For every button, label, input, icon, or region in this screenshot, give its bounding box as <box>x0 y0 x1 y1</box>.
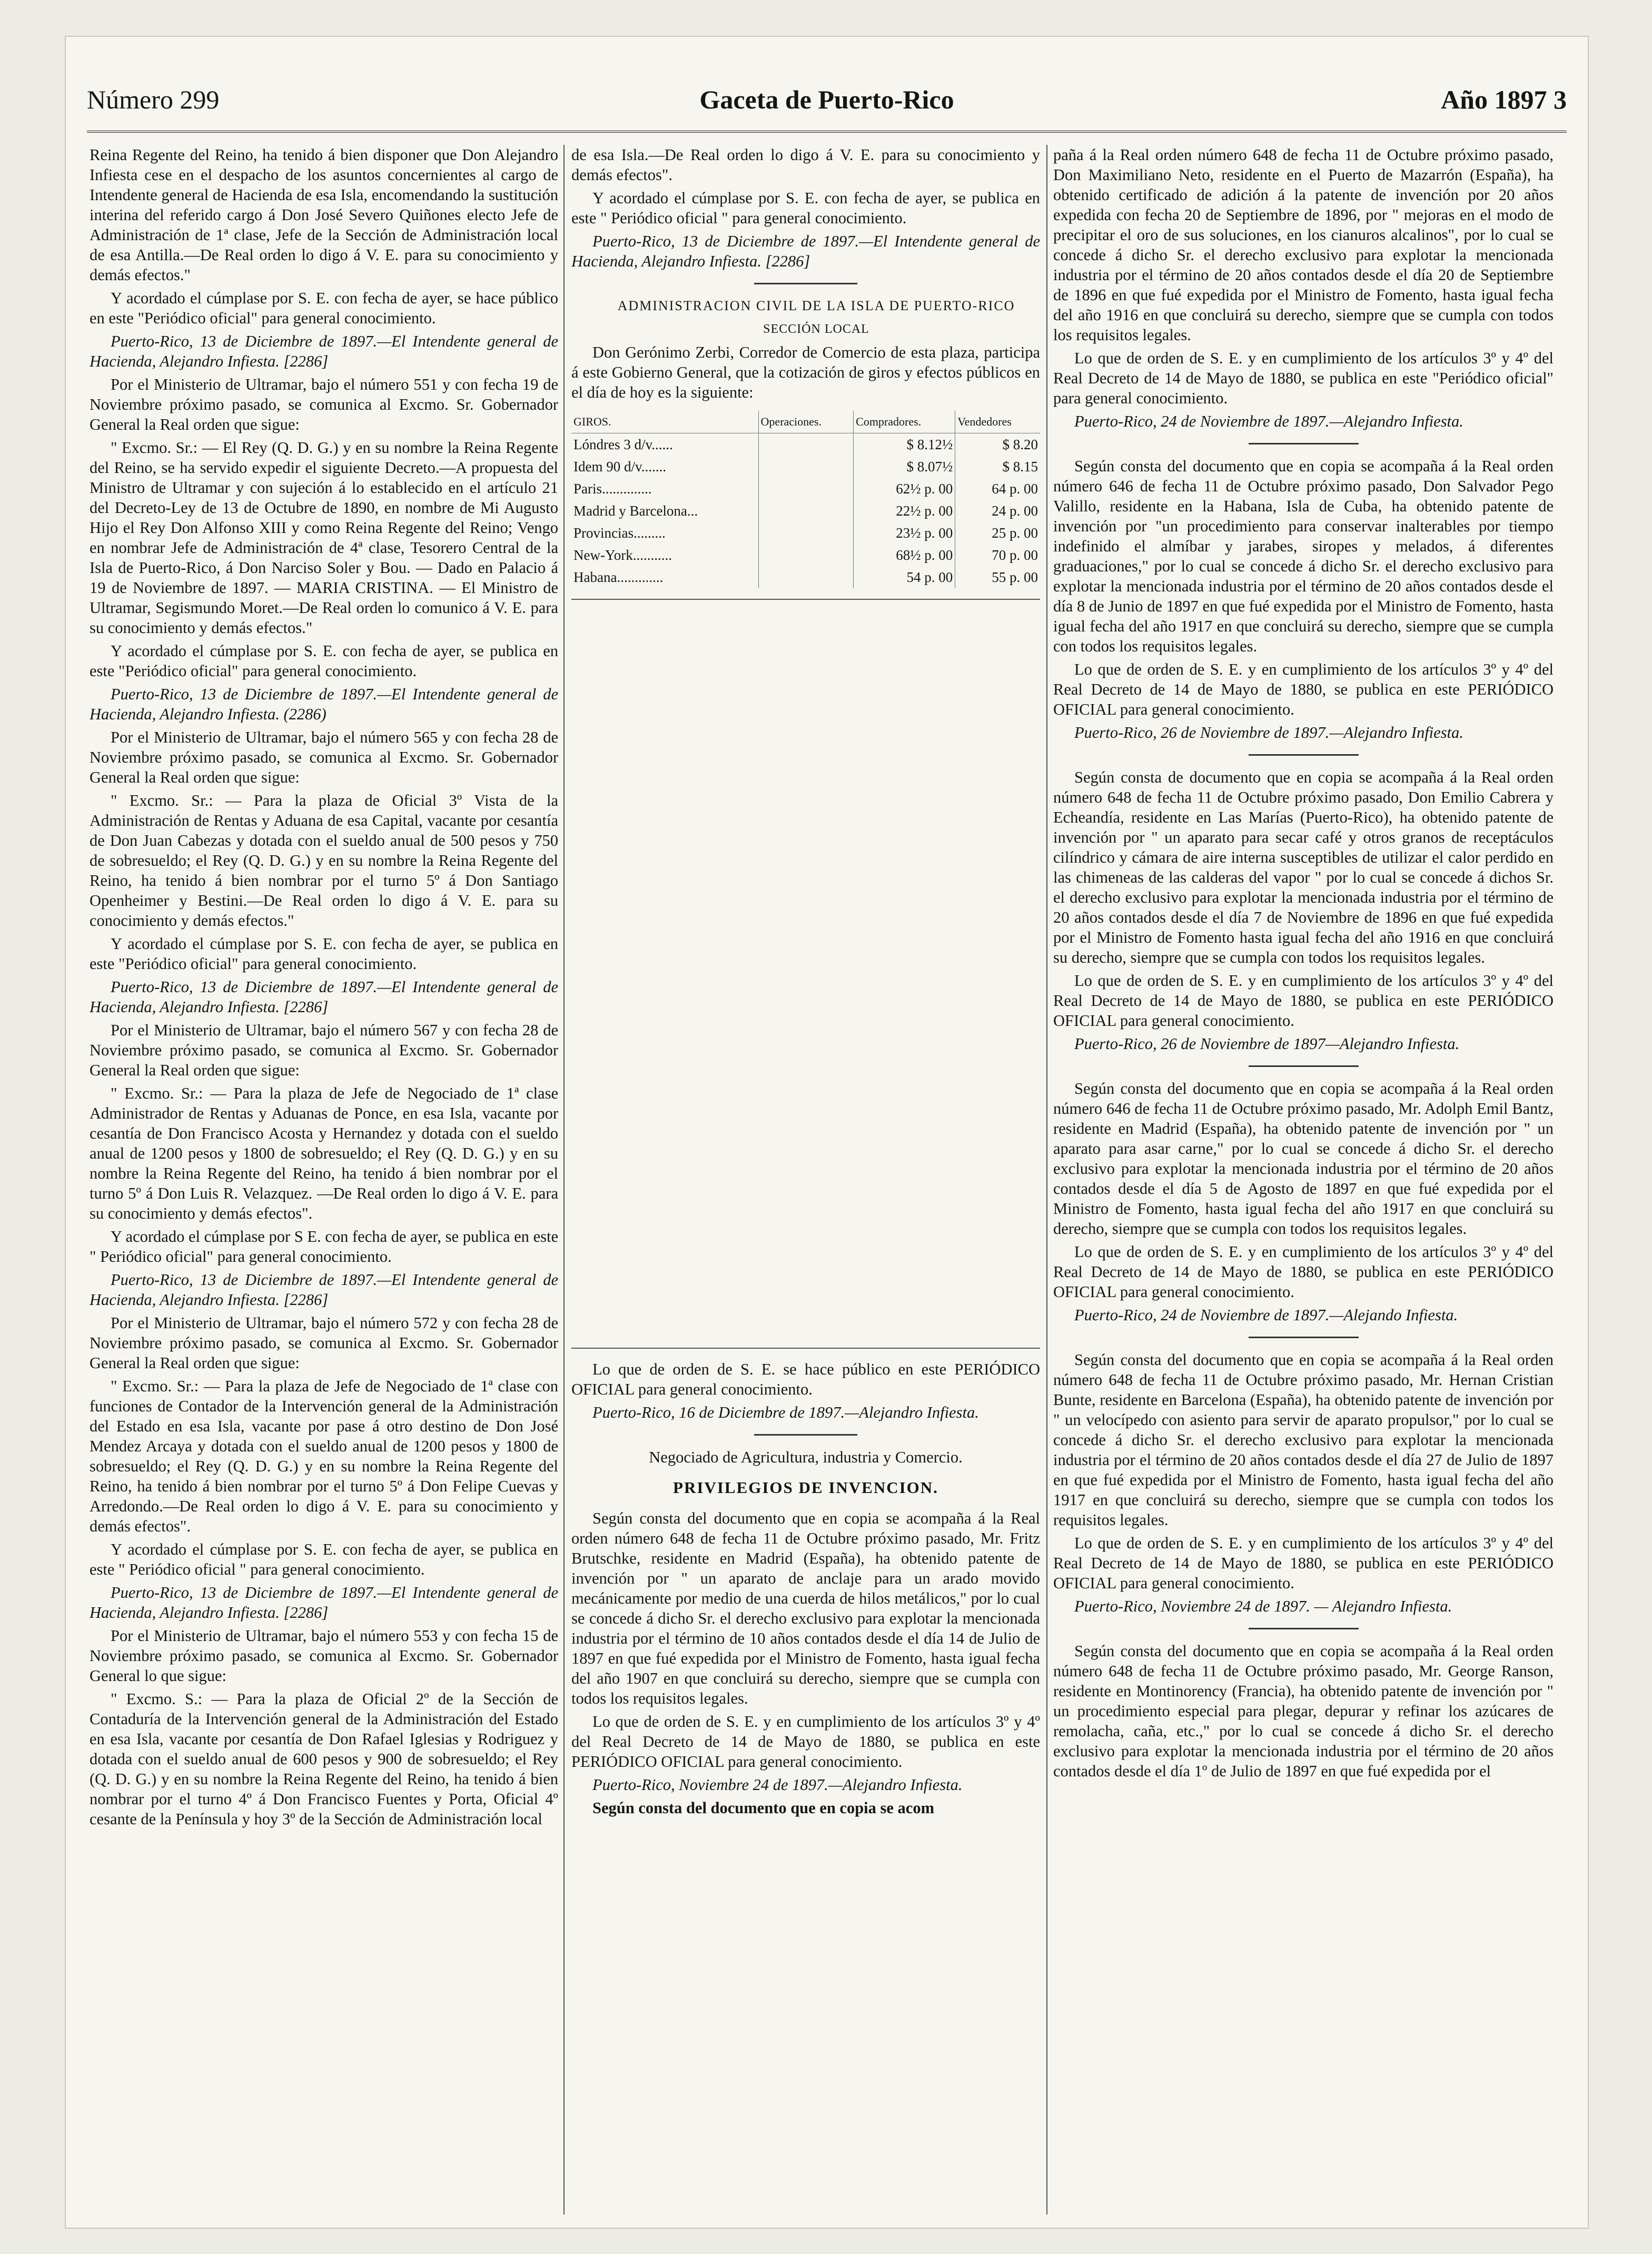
paragraph: Lo que de orden de S. E. y en cumplimiento de los artículos 3º y 4º del Real Decreto de 14 de Mayo de 1880, se publica en este "Periódico oficial" para general conocimiento. <box>1053 349 1554 407</box>
table-row <box>571 456 1040 478</box>
privilegios-title: PRIVILEGIOS DE INVENCION. <box>673 1478 938 1497</box>
table-header: Compradores. <box>854 411 955 433</box>
column-divider <box>1046 145 1047 2215</box>
table-header: Operaciones. <box>758 411 854 433</box>
table-cell: Lóndres 3 d/v...... <box>573 437 673 452</box>
table-cell: 68½ p. 00 <box>854 544 955 566</box>
paragraph: Según consta del documento que en copia se acompaña á la Real orden número 648 de fecha 11 de Octubre próximo pasado, Mr. George Ranson, residente en Montinorency (Francia), ha obtenido patente de invención por " un procedimiento especial para plegar, depurar y refinar los azúcares de remolacha, caña, etc.," por lo cual se concede á dicho Sr. el derecho exclusivo para explotar la mencionada industria por el término de 20 años contados desde el día 1º de Julio de 1897 en que fué expedida por el <box>1053 1642 1554 1780</box>
paragraph: Lo que de orden de S. E. y en cumplimiento de los artículos 3º y 4º del Real Decreto de 14 de Mayo de 1880, se publica en este PERIÓDICO OFICIAL para general conocimiento. <box>571 1713 1040 1771</box>
signature: Puerto-Rico, 13 de Diciembre de 1897.—El Intendente general de Hacienda, Alejandro Infiesta. [2286] <box>90 332 558 370</box>
section-subheading: SECCIÓN LOCAL <box>763 322 869 336</box>
paragraph: Don Gerónimo Zerbi, Corredor de Comercio de esta plaza, participa á este Gobierno General, que la cotización de giros y efectos públicos en el día de hoy es la siguiente: <box>571 343 1040 401</box>
table-cell: 62½ p. 00 <box>854 478 955 500</box>
paragraph: de esa Isla.—De Real orden lo digo á V. E. para su conocimiento y demás efectos". <box>571 146 1040 184</box>
paragraph: Y acordado el cúmplase por S E. con fecha de ayer, se publica en este " Periódico oficial" para general conocimiento. <box>90 1228 558 1266</box>
table-row <box>571 433 1040 456</box>
divider <box>1249 443 1359 444</box>
issue-number: Número 299 <box>87 85 220 114</box>
signature: Puerto-Rico, 24 de Noviembre de 1897.—Alejando Infiesta. <box>1074 1306 1458 1324</box>
table-cell: Idem 90 d/v....... <box>573 459 666 474</box>
divider <box>754 283 857 284</box>
paragraph: paña á la Real orden número 648 de fecha 11 de Octubre próximo pasado, Don Maximiliano Neto, residente en el Puerto de Mazarrón (España), ha obtenido certificado de adición á la patente de invención por 20 años expedida con fecha 20 de Septiembre de 1896, por " mejoras en el modo de precipitar el oro de sus soluciones, en los cianuros alcalinos", por lo cual se concede á dicho Sr. el derecho exclusivo para explotar la mencionada industria por el término de 20 años contados desde el día 20 de Septiembre de 1896 en que fué expedida por el Ministro de Fomento, hasta igual fecha del año 1916 en que concluirá su derecho, siempre que se cumpla con todos los requisitos legales. <box>1053 146 1554 344</box>
paragraph: Según consta del documento que en copia se acom <box>592 1799 934 1817</box>
table-header: GIROS. <box>571 411 758 433</box>
paragraph: Según consta de documento que en copia se acompaña á la Real orden número 648 de fecha 11 de Octubre próximo pasado, Don Emilio Cabrera y Echeandía, residente en Las Marías (Puerto-Rico), ha obtenido patente de invención por " un aparato para secar café y otros granos de receptáculos cilíndrico y cámara de aire interna susceptibles de utilizar el calor perdido en las chimeneas de las calderas del vapor " por lo cual se concede á dichos Sr. el derecho exclusivo para explotar la mencionada industria por el término de 20 años contados desde el día 7 de Noviembre de 1896 en que fué expedida por el Ministro de Fomento hasta igual fecha del año 1916 en que concluirá su derecho, siempre que se cumpla con todos los requisitos legales. <box>1053 768 1554 966</box>
newspaper-page <box>66 37 1588 2228</box>
table-cell: Madrid y Barcelona... <box>573 503 698 519</box>
paragraph: Por el Ministerio de Ultramar, bajo el número 567 y con fecha 28 de Noviembre próximo pasado, se comunica al Excmo. Sr. Gobernador General la Real orden que sigue: <box>90 1021 558 1079</box>
table-cell: $ 8.07½ <box>854 456 955 478</box>
table-cell <box>758 456 854 478</box>
divider <box>1249 754 1359 756</box>
paragraph: Por el Ministerio de Ultramar, bajo el número 572 y con fecha 28 de Noviembre próximo pasado, se comunica al Excmo. Sr. Gobernador General la Real orden que sigue: <box>90 1314 558 1372</box>
paragraph: " Excmo. Sr.: — El Rey (Q. D. G.) y en su nombre la Reina Regente del Reino, se ha servido expedir el siguiente Decreto.—A propuesta del Ministro de Ultramar y con sujeción á lo establecido en el artículo 21 del Decreto-Ley de 13 de Octubre de 1890, en nombre de Mi Augusto Hijo el Rey Don Alfonso XIII y como Reina Regente del Reino; Vengo en nombrar Jefe de Administración de 4ª clase, Tesorero Central de la Isla de Puerto-Rico, á Don Narciso Soler y Bou. — Dado en Palacio á 19 de Noviembre de 1897. — MARIA CRISTINA. — El Ministro de Ultramar, Segismundo Moret.—De Real orden lo comunico á V. E. para su conocimiento y demás efectos." <box>90 439 558 637</box>
valores-table-rotated <box>571 599 1040 1349</box>
paragraph: Según consta del documento que en copia se acompaña á la Real orden número 648 de fecha 11 de Octubre próximo pasado, Mr. Hernan Cristian Bunte, residente en Barcelona (España), ha obtenido patente de invención por " un velocípedo con asiento para servir de aparato propulsor," por lo cual se concede á dicho Sr. el derecho exclusivo para explotar la mencionada industria por el término de 20 años contados desde el día 27 de Julio de 1897 en que fué expedida por el Ministro de Fomento, hasta igual fecha del año 1917 en que concluirá su derecho, siempre que se cumpla con todos los requisitos legales. <box>1053 1351 1554 1529</box>
paragraph: Según consta del documento que en copia se acompaña á la Real orden número 646 de fecha 11 de Octubre próximo pasado, Don Salvador Pego Valillo, residente en la Habana, Isla de Cuba, ha obtenido patente de invención por "un procedimiento para conservar inalterables por tiempo indefinido el almíbar y jarabes, siropes y melados, á diferentes graduaciones," por lo cual se concede á dicho Sr. el derecho exclusivo para explotar la mencionada industria por el término de 20 años contados desde el día 8 de Junio de 1897 en que fué expedida por el Ministro de Fomento, hasta igual fecha del año 1917 en que concluirá su derecho, siempre que se cumpla con todos los requisitos legales. <box>1053 457 1554 655</box>
paragraph: Por el Ministerio de Ultramar, bajo el número 565 y con fecha 28 de Noviembre próximo pasado, se comunica al Excmo. Sr. Gobernador General la Real orden que sigue: <box>90 728 558 786</box>
table-cell: 23½ p. 00 <box>854 522 955 544</box>
table-row <box>571 566 1040 588</box>
table-cell: $ 8.15 <box>955 456 1040 478</box>
signature: Puerto-Rico, 13 de Diciembre de 1897.—El Intendente general de Hacienda, Alejandro Infiesta. [2286] <box>90 1584 558 1622</box>
column-divider <box>563 145 565 2215</box>
table-cell <box>758 522 854 544</box>
table-cell: 70 p. 00 <box>955 544 1040 566</box>
paragraph: Por el Ministerio de Ultramar, bajo el número 553 y con fecha 15 de Noviembre próximo pasado, se comunica al Excmo. Sr. Gobernador General lo que sigue: <box>90 1627 558 1685</box>
newspaper-title: Gaceta de Puerto-Rico <box>699 85 954 114</box>
table-cell <box>758 566 854 588</box>
column-3 <box>1053 145 1554 2215</box>
table-cell <box>758 500 854 522</box>
paragraph: Y acordado el cúmplase por S. E. con fecha de ayer, se publica en este " Periódico oficial " para general conocimiento. <box>90 1540 558 1578</box>
table-cell <box>758 433 854 456</box>
table-cell: $ 8.12½ <box>854 433 955 456</box>
signature: Puerto-Rico, 13 de Diciembre de 1897.—El Intendente general de Hacienda, Alejandro Infiesta. [2286] <box>90 1271 558 1309</box>
signature: Puerto-Rico, 13 de Diciembre de 1897.—El Intendente general de Hacienda, Alejandro Infiesta. [2286] <box>571 232 1040 270</box>
paragraph: " Excmo. Sr.: — Para la plaza de Jefe de Negociado de 1ª clase Administrador de Rentas y Aduanas de Ponce, en esa Isla, vacante por cesantía de Don Francisco Acosta y Hernandez y dotada con el sueldo anual de 1200 pesos y 1800 de sobresueldo; el Rey (Q. D. G.) y en su nombre la Reina Regente del Reino, ha tenido á bien nombrar por el turno 5º á Don Luis R. Velazquez. —De Real orden lo digo á V. E. para su conocimiento y demás efectos". <box>90 1084 558 1222</box>
column-2 <box>571 145 1040 2215</box>
paragraph: Según consta del documento que en copia se acompaña á la Real orden número 646 de fecha 11 de Octubre próximo pasado, Mr. Adolph Emil Bantz, residente en Madrid (España), ha obtenido patente de invención por " un aparato para asar carne," por lo cual se concede á dicho Sr. el derecho exclusivo para explotar la mencionada industria por el término de 20 años contados desde el día 5 de Agosto de 1897 en que fué expedida por el Ministro de Fomento, hasta igual fecha del año 1917 en que concluirá su derecho, siempre que se cumpla con todos los requisitos legales. <box>1053 1080 1554 1238</box>
paragraph: Y acordado el cúmplase por S. E. con fecha de ayer, se publica en este "Periódico oficial" para general conocimiento. <box>90 935 558 973</box>
table-row <box>571 478 1040 500</box>
section-heading: Negociado de Agricultura, industria y Comercio. <box>649 1448 963 1466</box>
giros-table <box>571 411 1040 588</box>
paragraph: Reina Regente del Reino, ha tenido á bien disponer que Don Alejandro Infiesta cese en el despacho de los asuntos concernientes al cargo de Intendente general de Hacienda de esa Isla, encomendando la sustitución interina del referido cargo á Don José Severo Quiñones electo Jefe de Administración de 1ª clase, Jefe de la Sección de Administración local de esa Antilla.—De Real orden lo digo á V. E. para su conocimiento y demás efectos." <box>90 146 558 284</box>
signature: Puerto-Rico, 26 de Noviembre de 1897.—Alejandro Infiesta. <box>1074 724 1463 742</box>
paragraph: Y acordado el cúmplase por S. E. con fecha de ayer, se hace público en este "Periódico oficial" para general conocimiento. <box>90 289 558 327</box>
table-cell <box>758 544 854 566</box>
paragraph: Lo que de orden de S. E. y en cumplimiento de los artículos 3º y 4º del Real Decreto de 14 de Mayo de 1880, se publica en este PERIÓDICO OFICIAL para general conocimiento. <box>1053 1534 1554 1592</box>
table-cell: 25 p. 00 <box>955 522 1040 544</box>
paragraph: " Excmo. S.: — Para la plaza de Oficial 2º de la Sección de Contaduría de la Intervención general de la Administración del Estado en esa Isla, vacante por cesantía de Don Rafael Iglesias y Rodriguez y dotada con el sueldo anual de 600 pesos y 900 de sobresueldo; el Rey (Q. D. G.) y en su nombre la Reina Regente del Reino, ha tenido á bien nombrar por el turno 4º á Don Francisco Fuentes y Porta, Oficial 4º cesante de la Península y hoy 3º de la Sección de Administración local <box>90 1690 558 1828</box>
table-header: Vendedores <box>955 411 1040 433</box>
paragraph: Lo que de orden de S. E. y en cumplimiento de los artículos 3º y 4º del Real Decreto de 14 de Mayo de 1880, se publica en este PERIÓDICO OFICIAL para general conocimiento. <box>1053 972 1554 1030</box>
issue-year: Año 1897 3 <box>1441 85 1567 114</box>
signature: Puerto-Rico, 16 de Diciembre de 1897.—Alejandro Infiesta. <box>592 1403 979 1421</box>
signature: Puerto-Rico, 13 de Diciembre de 1897.—El Intendente general de Hacienda, Alejandro Infiesta. [2286] <box>90 978 558 1016</box>
paragraph: " Excmo. Sr.: — Para la plaza de Oficial 3º Vista de la Administración de Rentas y Aduana de esa Capital, vacante por cesantía de Don Juan Cabezas y dotada con el sueldo anual de 500 pesos y 750 de sobresueldo; el Rey (Q. D. G.) y en su nombre la Reina Regente del Reino, ha tenido á bien nombrar por el turno 5º á Don Santiago Openheimer y Bestini.—De Real orden lo digo á V. E. para su conocimiento y demás efectos." <box>90 792 558 930</box>
paragraph: Según consta del documento que en copia se acompaña á la Real orden número 648 de fecha 11 de Octubre próximo pasado, Mr. Fritz Brutschke, residente en Madrid (España), ha obtenido patente de invención por " un aparato de anclaje para un arado movido mecánicamente por medio de una cuerda de hilos metálicos," por lo cual se concede á dicho Sr. el derecho exclusivo para explotar la mencionada industria por el término de 10 años contados desde el día 14 de Julio de 1897 en que fué expedida por el Ministro de Fomento, hasta igual fecha del año 1907 en que concluirá su derecho, siempre que se cumpla con todos los requisitos legales. <box>571 1509 1040 1707</box>
paragraph: Lo que de orden de S. E. y en cumplimiento de los artículos 3º y 4º del Real Decreto de 14 de Mayo de 1880, se publica en este PERIÓDICO OFICIAL para general conocimiento. <box>1053 1243 1554 1301</box>
paragraph: Y acordado el cúmplase por S. E. con fecha de ayer, se publica en este " Periódico oficial " para general conocimiento. <box>571 189 1040 227</box>
table-cell: 64 p. 00 <box>955 478 1040 500</box>
table-cell: $ 8.20 <box>955 433 1040 456</box>
signature: Puerto-Rico, Noviembre 24 de 1897.—Alejandro Infiesta. <box>592 1776 963 1794</box>
signature: Puerto-Rico, 24 de Noviembre de 1897.—Alejandro Infiesta. <box>1074 412 1463 430</box>
table-cell: Paris.............. <box>573 481 652 497</box>
page-header <box>87 84 1567 132</box>
paragraph: Lo que de orden de S. E. y en cumplimiento de los artículos 3º y 4º del Real Decreto de 14 de Mayo de 1880, se publica en este PERIÓDICO OFICIAL para general conocimiento. <box>1053 660 1554 718</box>
column-1 <box>90 145 558 2215</box>
table-row <box>571 500 1040 522</box>
table-cell: 54 p. 00 <box>854 566 955 588</box>
table-cell: New-York........... <box>573 547 672 563</box>
signature: Puerto-Rico, 26 de Noviembre de 1897—Alejandro Infiesta. <box>1074 1035 1460 1053</box>
signature: Puerto-Rico, Noviembre 24 de 1897. — Alejandro Infiesta. <box>1074 1597 1452 1615</box>
signature: Puerto-Rico, 13 de Diciembre de 1897.—El Intendente general de Hacienda, Alejandro Infiesta. (2286) <box>90 685 558 723</box>
section-heading: ADMINISTRACION CIVIL DE LA ISLA DE PUERTO-RICO <box>617 298 1015 313</box>
table-cell: 22½ p. 00 <box>854 500 955 522</box>
table-cell: 55 p. 00 <box>955 566 1040 588</box>
divider <box>1249 1337 1359 1338</box>
giros-body <box>571 433 1040 589</box>
table-row <box>571 522 1040 544</box>
table-cell: 24 p. 00 <box>955 500 1040 522</box>
paragraph: Y acordado el cúmplase por S. E. con fecha de ayer, se publica en este "Periódico oficial" para general conocimiento. <box>90 642 558 680</box>
table-cell: Provincias......... <box>573 525 666 541</box>
table-cell <box>758 478 854 500</box>
paragraph: " Excmo. Sr.: — Para la plaza de Jefe de Negociado de 1ª clase con funciones de Contador de la Intervención general de la Administración del Estado en esa Isla, vacante por pase á otro destino de Don José Mendez Arcaya y dotada con el sueldo anual de 1200 pesos y 1800 de sobresueldo; el Rey (Q. D. G.) y en su nombre la Reina Regente del Reino, ha tenido á bien nombrar por el turno 5º á Don Felipe Cuevas y Arredondo.—De Real orden lo digo á V. E. para su conocimiento y demás efectos". <box>90 1377 558 1535</box>
table-cell: Habana............. <box>573 569 664 585</box>
paragraph: Por el Ministerio de Ultramar, bajo el número 551 y con fecha 19 de Noviembre próximo pasado, se comunica al Excmo. Sr. Gobernador General la Real orden que sigue: <box>90 375 558 433</box>
divider <box>1249 1628 1359 1629</box>
header-rule <box>87 131 1567 133</box>
paragraph: Lo que de orden de S. E. se hace público en este PERIÓDICO OFICIAL para general conocimiento. <box>571 1360 1040 1398</box>
divider <box>1249 1065 1359 1067</box>
table-row <box>571 544 1040 566</box>
divider <box>754 1434 857 1436</box>
